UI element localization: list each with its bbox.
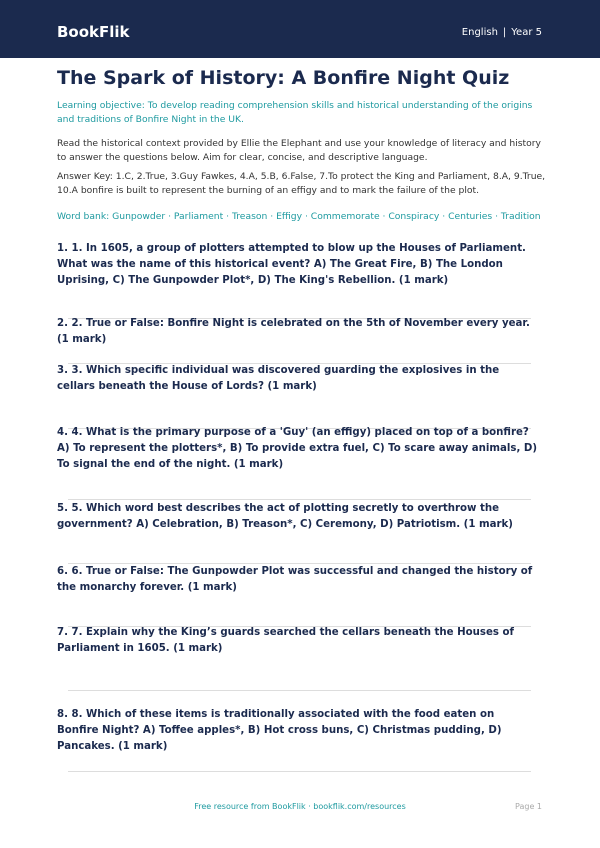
brand-logo: BookFlik — [57, 23, 130, 41]
footer-credit[interactable]: Free resource from BookFlik · bookflik.com/resources — [194, 802, 406, 811]
word-bank: Word bank: Gunpowder · Parliament · Treason · Effigy · Commemorate · Conspiracy · Centuries · Tradition — [57, 211, 541, 222]
instructions: Read the historical context provided by Ellie the Elephant and use your knowledge of literacy and history to answer the questions below. Aim for clear, concise, and descriptive language. — [57, 138, 541, 163]
question-4: 4. 4. What is the primary purpose of a 'Guy' (an effigy) placed on top of a bonfire? A) To represent the plotters*, B) To provide extra fuel, C) To scare away animals, D) To signal the end of the night. (1 mark) — [57, 427, 537, 470]
answer-line-7b[interactable] — [68, 690, 531, 691]
question-1: 1. 1. In 1605, a group of plotters attempted to blow up the Houses of Parliament. What was the name of this historical event? A) The Great Fire, B) The London Uprising, C) The Gunpowder Plot*, D) The King's Rebellion. (1 mark) — [57, 243, 526, 286]
subject-label: English — [461, 27, 498, 38]
question-7: 7. 7. Explain why the King’s guards searched the cellars beneath the Houses of Parliament in 1605. (1 mark) — [57, 627, 514, 654]
meta-separator: | — [502, 27, 507, 38]
header-bar — [0, 0, 600, 58]
answer-line-8[interactable] — [68, 771, 531, 772]
header-meta — [462, 27, 542, 39]
learning-objective: Learning objective: To develop reading comprehension skills and historical understanding of the origins and traditions of Bonfire Night in the UK. — [57, 100, 533, 125]
level-label: Year 5 — [511, 27, 542, 38]
question-3: 3. 3. Which specific individual was discovered guarding the explosives in the cellars beneath the House of Lords? (1 mark) — [57, 365, 500, 392]
answer-line-5[interactable] — [68, 499, 531, 500]
page-number: Page 1 — [515, 802, 542, 811]
page-title: The Spark of History: A Bonfire Night Quiz — [57, 67, 510, 89]
question-5: 5. 5. Which word best describes the act of plotting secretly to overthrow the government? A) Celebration, B) Treason*, C) Ceremony, D) Patriotism. (1 mark) — [57, 503, 513, 530]
question-6: 6. 6. True or False: The Gunpowder Plot was successful and changed the history of the monarchy forever. (1 mark) — [57, 566, 533, 593]
question-8: 8. 8. Which of these items is traditionally associated with the food eaten on Bonfire Night? A) Toffee apples*, B) Hot cross buns, C) Christmas pudding, D) Pancakes. (1 mark) — [57, 709, 502, 752]
answer-key: Answer Key: 1.C, 2.True, 3.Guy Fawkes, 4.A, 5.B, 6.False, 7.To protect the King and Parliament, 8.A, 9.True, 10.A bonfire is built to represent the burning of an effigy and to mark the failure of the plot. — [57, 171, 546, 196]
question-2: 2. 2. True or False: Bonfire Night is celebrated on the 5th of November every year. (1 mark) — [57, 318, 530, 345]
